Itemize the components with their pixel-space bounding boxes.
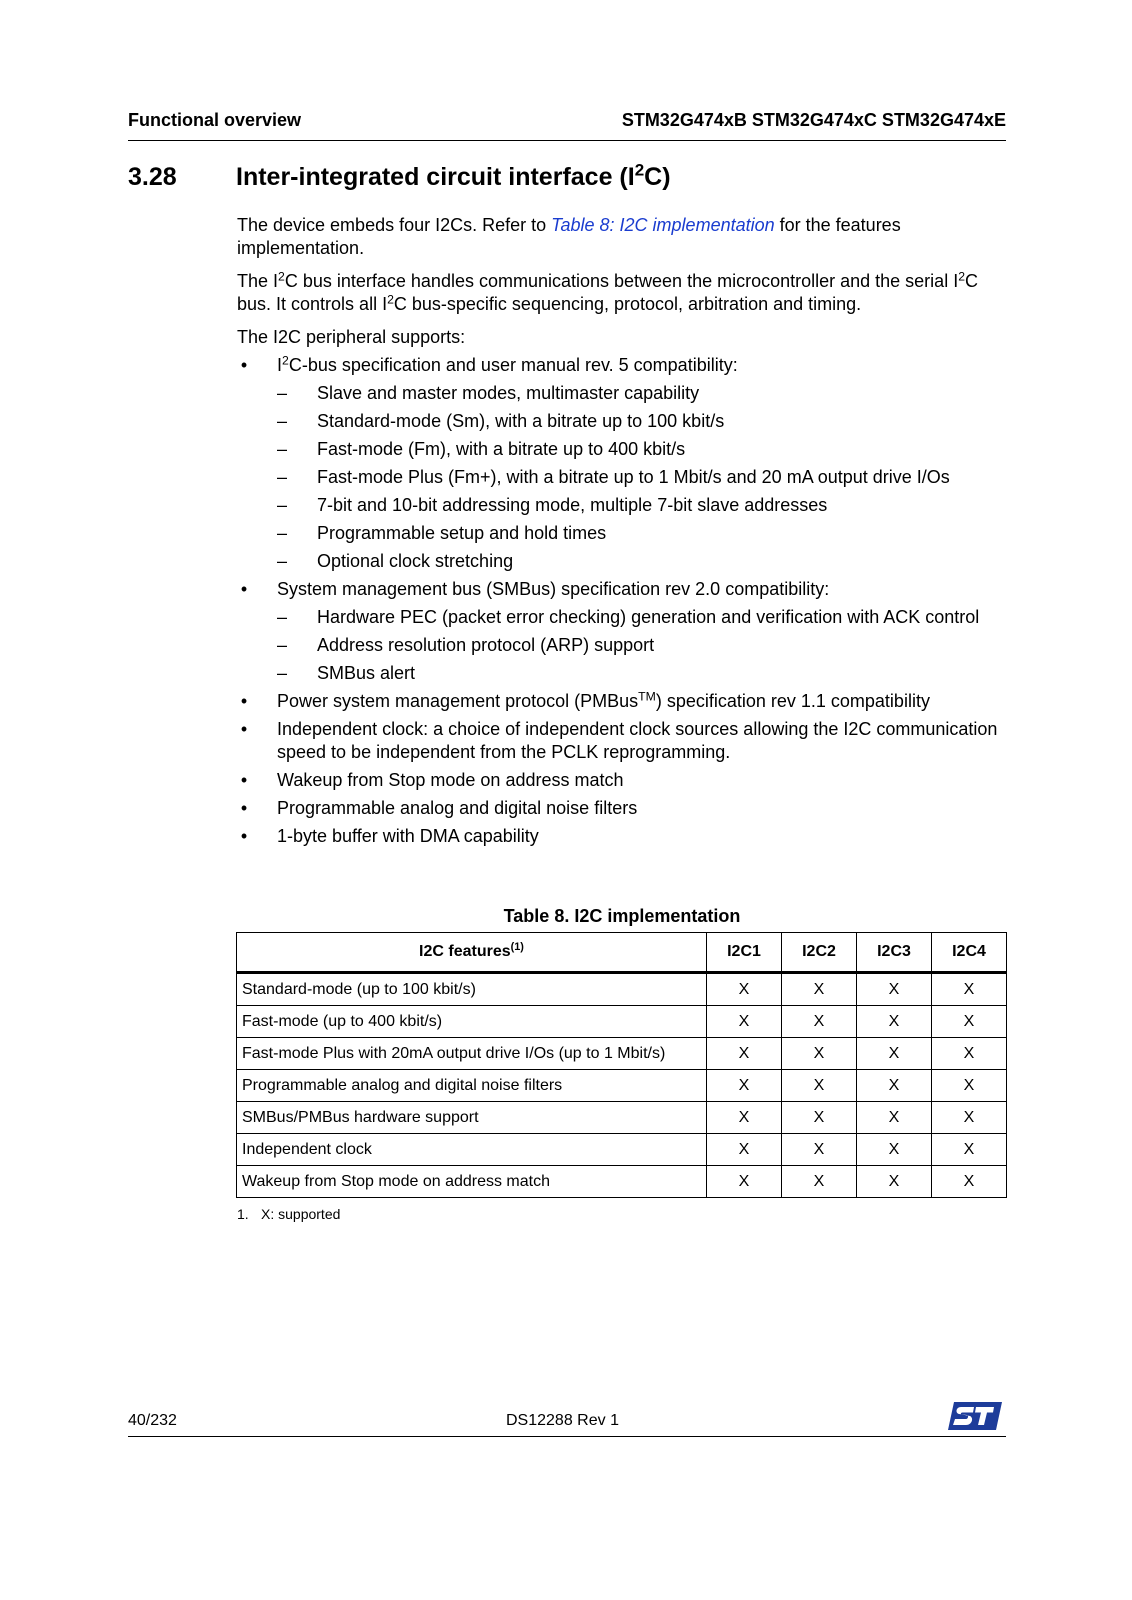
column-header-i2c4: I2C4: [932, 933, 1007, 973]
sub-item: – Address resolution protocol (ARP) support: [277, 635, 655, 655]
feature-cell: Fast-mode Plus with 20mA output drive I/Os (up to 1 Mbit/s): [237, 1038, 707, 1070]
support-cell: X: [932, 1102, 1007, 1134]
feature-cell: SMBus/PMBus hardware support: [237, 1102, 707, 1134]
document-revision: DS12288 Rev 1: [506, 1412, 619, 1429]
header-section-name: Functional overview: [128, 110, 302, 130]
table-header-row: [237, 933, 1007, 973]
support-cell: X: [857, 1038, 932, 1070]
table-8-link[interactable]: Table 8: I2C implementation: [551, 215, 775, 235]
bullet-item-smbus: • System management bus (SMBus) specification rev 2.0 compatibility:: [237, 578, 1007, 601]
support-cell: X: [932, 1166, 1007, 1198]
support-cell: X: [707, 1070, 782, 1102]
sub-item: – Slave and master modes, multimaster capability: [277, 383, 700, 403]
column-header-i2c2: I2C2: [782, 933, 857, 973]
sub-item: – Standard-mode (Sm), with a bitrate up to 100 kbit/s: [277, 411, 725, 431]
st-logo-icon: [944, 1400, 1002, 1432]
bullet-item-independent-clock: • Independent clock: a choice of independent clock sources allowing the I2C communication speed to be independent from the PCLK reprogramming.: [237, 718, 1007, 764]
sub-item: – Programmable setup and hold times: [277, 523, 607, 543]
support-cell: X: [932, 973, 1007, 1006]
table-row: [237, 1134, 1007, 1166]
support-cell: X: [932, 1006, 1007, 1038]
footnote-number: 1.: [237, 1206, 249, 1222]
bullet-item-pmbus: • Power system management protocol (PMBus™) specification rev 1.1 compatibility: [237, 690, 1007, 713]
support-cell: X: [707, 973, 782, 1006]
i2c-implementation-table: [236, 932, 1007, 1198]
table-caption: Table 8. I2C implementation: [503, 906, 741, 926]
feature-cell: Independent clock: [237, 1134, 707, 1166]
sub-item: – 7-bit and 10-bit addressing mode, multiple 7-bit slave addresses: [277, 495, 828, 515]
support-cell: X: [782, 1006, 857, 1038]
table-row: [237, 1070, 1007, 1102]
column-header-i2c1: I2C1: [707, 933, 782, 973]
support-cell: X: [932, 1134, 1007, 1166]
table-row: [237, 1038, 1007, 1070]
bullet-marker: •: [240, 798, 248, 818]
support-cell: X: [782, 1102, 857, 1134]
sub-item: – Fast-mode (Fm), with a bitrate up to 400 kbit/s: [277, 439, 686, 459]
support-cell: X: [782, 973, 857, 1006]
sub-item: – Hardware PEC (packet error checking) generation and verification with ACK control: [277, 607, 980, 627]
section-title: Inter-integrated circuit interface $(I^2C)$: [236, 160, 671, 191]
bullet-marker: •: [240, 355, 248, 375]
support-cell: X: [857, 1166, 932, 1198]
header-part-numbers: STM32G474xB STM32G474xC STM32G474xE: [621, 110, 1006, 130]
intro-paragraph-3: The I2C peripheral supports:: [237, 327, 466, 347]
support-cell: X: [782, 1166, 857, 1198]
sub-item: – SMBus alert: [277, 663, 416, 683]
section-body: [237, 214, 1007, 853]
bullet-marker: •: [240, 691, 248, 711]
intro-paragraph-2: The $I^2C$ bus interface handles communications between the microcontroller and the serial $I^2C$ bus. It controls all $I^2C$ bus-specific sequencing, protocol, arbitration and timing.: [237, 269, 979, 314]
support-cell: X: [857, 1134, 932, 1166]
intro-paragraph-1: The device embeds four I2Cs. Refer to Table 8: I2C implementation for the features implementation.: [237, 215, 901, 258]
feature-cell: Wakeup from Stop mode on address match: [237, 1166, 707, 1198]
bullet-item-wakeup: • Wakeup from Stop mode on address match: [237, 769, 1007, 792]
table-row: [237, 1166, 1007, 1198]
bullet-item-dma: • 1-byte buffer with DMA capability: [237, 825, 1007, 848]
support-cell: X: [857, 1070, 932, 1102]
footnote-text: X: supported: [261, 1206, 341, 1222]
column-header-features: I2C features$^{(1)}$: [237, 933, 707, 973]
support-cell: X: [707, 1166, 782, 1198]
section-number: 3.28: [128, 163, 177, 191]
table-footnote: [237, 1206, 340, 1222]
support-cell: X: [857, 1006, 932, 1038]
sub-item: – Fast-mode Plus (Fm+), with a bitrate up to 1 Mbit/s and 20 mA output drive I/Os: [277, 467, 950, 487]
support-cell: X: [707, 1006, 782, 1038]
support-cell: X: [782, 1134, 857, 1166]
table-row: [237, 1102, 1007, 1134]
support-cell: X: [707, 1134, 782, 1166]
bullet-marker: •: [240, 770, 248, 790]
feature-cell: Fast-mode (up to 400 kbit/s): [237, 1006, 707, 1038]
page-header: [128, 110, 1006, 141]
support-cell: X: [782, 1070, 857, 1102]
support-cell: X: [707, 1102, 782, 1134]
support-cell: X: [932, 1070, 1007, 1102]
sub-item: – Optional clock stretching: [277, 551, 514, 571]
support-cell: X: [857, 973, 932, 1006]
bullet-item-noise-filters: • Programmable analog and digital noise filters: [237, 797, 1007, 820]
support-cell: X: [932, 1038, 1007, 1070]
table-row: [237, 973, 1007, 1006]
feature-cell: Programmable analog and digital noise filters: [237, 1070, 707, 1102]
support-cell: X: [707, 1038, 782, 1070]
support-cell: X: [857, 1102, 932, 1134]
page-number: 40/232: [128, 1412, 177, 1429]
bullet-item-i2c-bus: • $I^2C$-bus specification and user manual rev. 5 compatibility:: [237, 354, 1007, 377]
support-cell: X: [782, 1038, 857, 1070]
bullet-marker: •: [240, 719, 248, 739]
page-footer: [128, 1410, 1006, 1437]
table-row: [237, 1006, 1007, 1038]
feature-cell: Standard-mode (up to 100 kbit/s): [237, 973, 707, 1006]
bullet-marker: •: [240, 826, 248, 846]
bullet-marker: •: [240, 579, 248, 599]
column-header-i2c3: I2C3: [857, 933, 932, 973]
